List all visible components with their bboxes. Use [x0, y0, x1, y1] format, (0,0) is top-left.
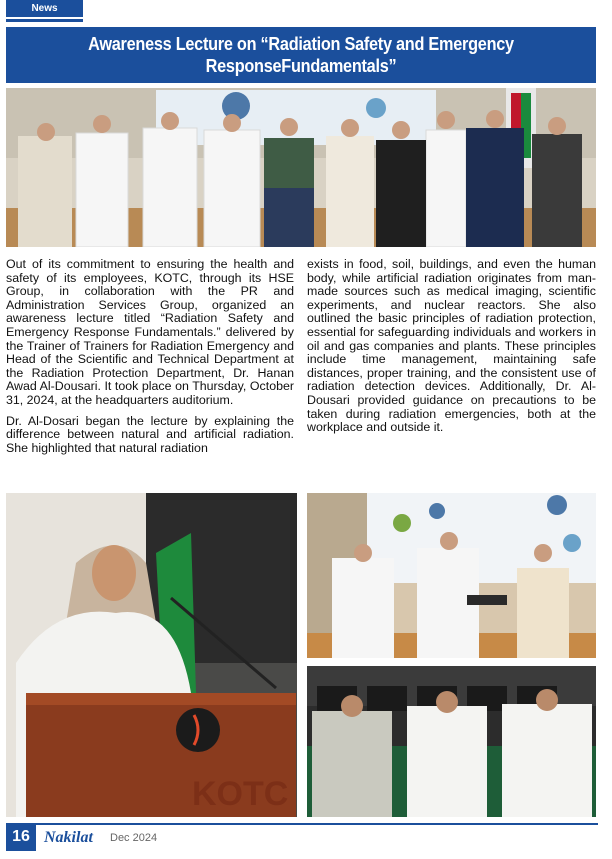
- magazine-logo: Nakilat: [44, 829, 93, 846]
- page-number: 16: [6, 823, 36, 851]
- issue-date: Dec 2024: [110, 832, 158, 844]
- section-tab: News: [6, 0, 83, 17]
- article-paragraph: Out of its commitment to ensuring the health and safety of its employees, KOTC, through its HSE Group, in collaboration with the PR and Administration Services Group, organized an awareness lecture titled “Radiation Safety and Emergency Response Fundamentals.” delivered by the Trainer of Trainers for Radiation Emergency and Head of the Scientific and Technical Department at the Radiation Protection Department, Dr. Hanan Awad Al-Dousari. It took place on Thursday, October 31, 2024, at the headquarters auditorium.: [6, 257, 294, 407]
- presentation-photo: [307, 493, 596, 658]
- article-column-2: [307, 258, 596, 442]
- section-rule: [6, 19, 83, 22]
- podium-logo-text: KOTC: [192, 775, 289, 813]
- article-paragraph: Dr. Al-Dosari began the lecture by explaining the difference between natural and artificial radiation. She highlighted that natural radiation: [6, 413, 294, 455]
- headline-line-1: Awareness Lecture on “Radiation Safety and Emergency: [88, 33, 514, 54]
- group-photo: [6, 88, 596, 247]
- headline-band: [6, 27, 596, 83]
- article-paragraph: exists in food, soil, buildings, and even the human body, while artificial radiation originates from man-made sources such as medical imaging, scientific experiments, and nuclear reactors. She also outlined the basic principles of radiation protection, essential for safeguarding individuals and workers in oil and gas companies and plants. These principles include time management, maintaining safe distances, proper training, and the consistent use of radiation detection devices. Additionally, Dr. Al-Dousari provided guidance on precautions to be taken during radiation emergencies, both at the workplace and outside it.: [307, 257, 596, 435]
- speaker-photo: [6, 493, 297, 817]
- headline-line-2: ResponseFundamentals”: [205, 55, 397, 76]
- footer-rule: [30, 823, 598, 825]
- audience-photo: [307, 666, 596, 817]
- article-column-1: [6, 258, 294, 462]
